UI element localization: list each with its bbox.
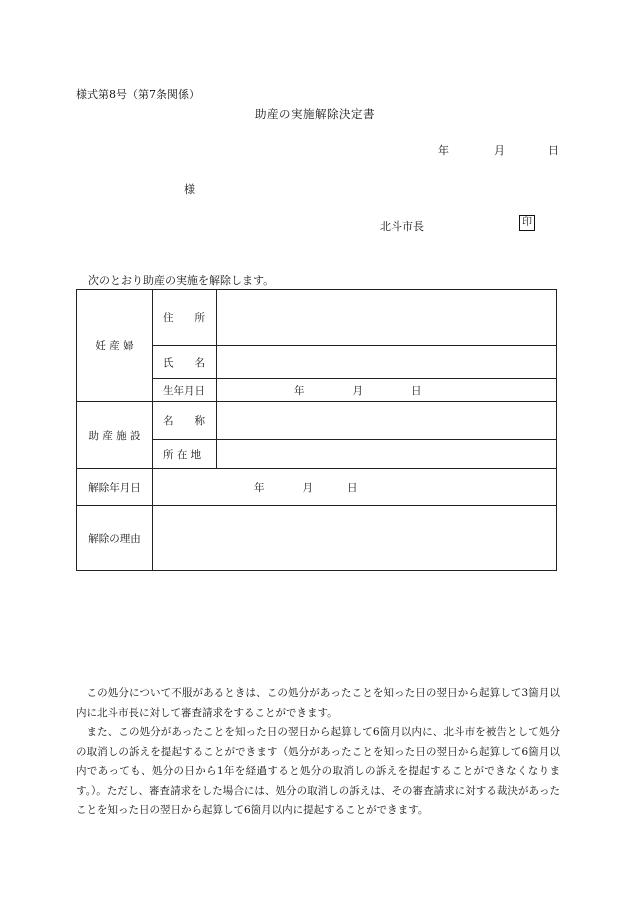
release-day-label: 日 [347,481,358,494]
issue-date [438,142,559,158]
date-year-label: 年 [438,144,449,157]
release-date-field[interactable] [153,469,557,506]
release-form-table [76,289,557,571]
release-reason-field[interactable] [153,506,557,571]
address-label: 住 所 [153,290,217,346]
release-month-label: 月 [302,481,313,494]
date-day-label: 日 [548,144,559,157]
date-month-label: 月 [494,144,505,157]
birth-year-label: 年 [294,384,305,397]
birthdate-label: 生年月日 [153,379,217,402]
appeal-notice [76,684,560,821]
birthdate-field[interactable] [217,379,557,402]
facility-location-label: 所 在 地 [153,440,217,469]
birth-day-label: 日 [411,384,422,397]
address-field[interactable] [217,290,557,346]
name-field[interactable] [217,346,557,379]
issuer-name: 北斗市長 [380,220,424,233]
release-date-label: 解除年月日 [77,469,153,506]
seal-mark: 印 [519,215,535,231]
document-title: 助産の実施解除決定書 [255,107,375,121]
notice-paragraph-1: この処分について不服があるときは、この処分があったことを知った日の翌日から起算して3箇月以内に北斗市長に対して審査請求をすることができます。 [76,687,560,719]
notice-paragraph-2: また、この処分があったことを知った日の翌日から起算して6箇月以内に、北斗市を被告として処分の取消しの訴えを提起することができます（処分があったことを知った日の翌日から起算して6箇月以内であっても、処分の日から1年を経過すると処分の取消しの訴えを提起することができなくなります。）。ただし、審査請求をした場合には、処分の取消しの訴えは、その審査請求に対する裁決があったことを知った日の翌日から起算して6箇月以内に提起することができます。 [76,726,560,816]
facility-header: 助 産 施 設 [77,402,153,469]
name-label: 氏 名 [153,346,217,379]
facility-location-field[interactable] [217,440,557,469]
pregnant-woman-header: 妊 産 婦 [77,290,153,402]
facility-name-field[interactable] [217,402,557,440]
intro-text: 次のとおり助産の実施を解除します。 [88,274,275,287]
facility-name-label: 名 称 [153,402,217,440]
birth-month-label: 月 [352,384,363,397]
addressee-suffix: 様 [184,183,195,196]
release-reason-label: 解除の理由 [77,506,153,571]
release-year-label: 年 [254,481,265,494]
form-number: 様式第8号（第7条関係） [76,88,200,101]
